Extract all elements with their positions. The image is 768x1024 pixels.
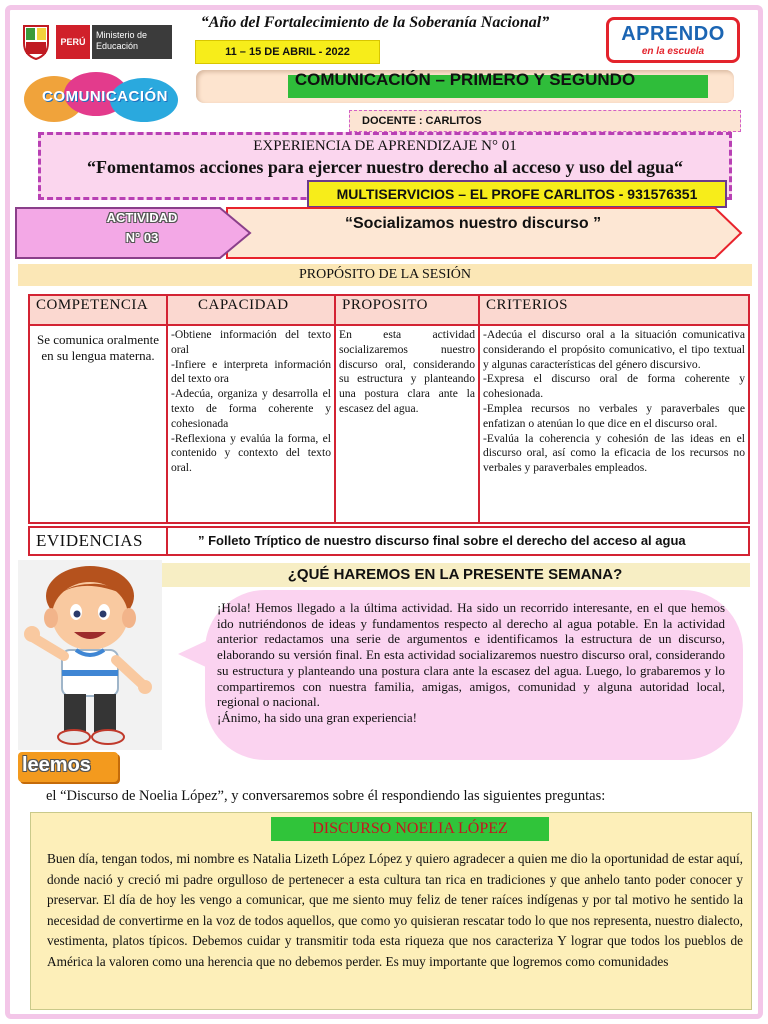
activity-title: “Socializamos nuestro discurso ” xyxy=(345,215,602,232)
boy-illustration xyxy=(18,560,162,750)
capacidad-item: -Reflexiona y evalúa la forma, el contenido y contexto del texto oral. xyxy=(171,431,331,475)
aprendo-title: APRENDO xyxy=(621,23,725,45)
course-title-bar xyxy=(196,70,734,103)
table-header-row xyxy=(29,295,749,325)
discurso-title: DISCURSO NOELIA LÓPEZ xyxy=(271,817,549,841)
criterio-item: -Adecúa el discurso oral a la situación comunicativa considerando el propósito comunicativo, el tipo textual y algunas características del género discursivo. xyxy=(483,328,745,371)
leemos-label: leemos xyxy=(22,754,91,776)
proposito-cell: En esta actividad socializaremos nuestro discurso oral, considerando su estructura y planteando una postura clara ante la escasez del agua. xyxy=(335,325,479,523)
speech-bubble-tail xyxy=(178,640,208,668)
capacidad-item: -Adecúa, organiza y desarrolla el texto de forma coherente y cohesionada xyxy=(171,387,331,430)
ministry-label: Ministerio de Educación xyxy=(92,25,172,59)
experience-quote: “Fomentamos acciones para ejercer nuestro derecho al acceso y uso del agua“ xyxy=(86,157,684,177)
aprendo-logo xyxy=(606,17,740,63)
column-header: COMPETENCIA xyxy=(29,295,167,325)
activity-title-arrow xyxy=(225,206,745,260)
speech-bubble xyxy=(205,590,743,760)
activity-label: ACTIVIDAD xyxy=(106,210,178,225)
evidencias-text: ” Folleto Tríptico de nuestro discurso final sobre el derecho del acceso al agua xyxy=(198,533,686,548)
evidencias-row xyxy=(28,526,750,556)
reading-intro: el “Discurso de Noelia López”, y conversaremos sobre él respondiendo las siguientes preguntas: xyxy=(46,788,606,804)
week-heading: ¿QUÉ HAREMOS EN LA PRESENTE SEMANA? xyxy=(160,563,750,587)
column-header: CAPACIDAD xyxy=(167,295,335,325)
leemos-badge xyxy=(18,752,118,782)
competencies-table xyxy=(28,294,750,524)
multiservicios-banner: MULTISERVICIOS – EL PROFE CARLITOS - 931576351 xyxy=(307,180,727,208)
table-row xyxy=(29,325,749,523)
experience-title: EXPERIENCIA DE APRENDIZAJE N° 01 xyxy=(253,138,517,154)
aprendo-subtitle: en la escuela xyxy=(641,46,705,57)
peru-minedu-logo xyxy=(18,18,175,66)
discurso-box xyxy=(30,812,752,1010)
course-title: COMUNICACIÓN – PRIMERO Y SEGUNDO xyxy=(294,70,636,89)
competencia-cell: Se comunica oralmente en su lengua materna. xyxy=(29,325,167,523)
speech-text xyxy=(217,600,725,726)
speech-closing: ¡Ánimo, ha sido una gran experiencia! xyxy=(217,709,417,725)
criterio-item: -Evalúa la coherencia y cohesión de las ideas en el discurso oral, así como la eficacia de los recursos no verbales y paraverbales empleados. xyxy=(483,431,745,475)
evidencias-label: EVIDENCIAS xyxy=(30,528,168,554)
activity-number xyxy=(84,208,200,248)
teacher-label: DOCENTE : CARLITOS xyxy=(349,110,741,132)
criterio-item: -Expresa el discurso oral de forma coherente y cohesionada. xyxy=(483,372,745,401)
discurso-text: Buen día, tengan todos, mi nombre es Natalia Lizeth López López y quiero agradecer a quien me dio la oportunidad de estar aquí, donde nació y creció mi padre orgulloso de pertenecer a esta cultura tan rica en tradiciones y que anhelo tanto poder conocer y preservar. El día de hoy les vengo a comunicar, que me siento muy feliz de tener raíces indígenas y por tal motivo he sentido la necesidad de convertirme en la voz de todos aquellos, que como yo quisieran rescatar todo lo que nos representa, nuestro dialecto, vestimenta, platos típicos. Debemos cuidar y transmitir toda esta riqueza que nos caracteriza Y lograr que todos los pueblos de América la valoren como una herencia que no debemos perder. Es muy importante que logremos como comunidades xyxy=(47,851,743,969)
capacidad-cell xyxy=(167,325,335,523)
proposito-header: PROPÓSITO DE LA SESIÓN xyxy=(18,264,752,286)
peru-shield-icon xyxy=(18,20,54,64)
date-range: 11 – 15 DE ABRIL - 2022 xyxy=(195,40,380,64)
comunicacion-logo-text: COMUNICACIÓN xyxy=(42,88,168,105)
speech-paragraph: ¡Hola! Hemos llegado a la última actividad. Ha sido un recorrido interesante, en el que hemos ido nutriéndonos de ideas y fundamentos respecto al derecho al agua potable. En la actividad anterior redactamos una serie de argumentos e identificamos la estructura de un discurso, elaborando su versión final. En esta actividad socializaremos nuestro discurso oral, considerando su estructura y planteando una postura clara ante la escasez del agua. Luego, lo grabaremos y lo compartiremos con nuestra familia, amigas, amigos, comunidad y alguna autoridad local, regional o nacional. xyxy=(217,600,725,710)
peru-label: PERÚ xyxy=(56,25,90,59)
activity-number-value: N° 03 xyxy=(125,230,159,245)
criterio-item: -Emplea recursos no verbales y paraverbales que enfatizan o atenúan lo que dice en el discurso oral. xyxy=(483,401,745,430)
year-title: “Año del Fortalecimiento de la Soberanía Nacional” xyxy=(200,14,550,31)
comunicacion-logo xyxy=(20,72,186,126)
capacidad-item: -Infiere e interpreta información del texto ora xyxy=(171,357,331,386)
column-header: PROPOSITO xyxy=(335,295,479,325)
column-header: CRITERIOS xyxy=(479,295,749,325)
criterios-cell xyxy=(479,325,749,523)
capacidad-item: -Obtiene información del texto oral xyxy=(171,328,331,356)
activity-number-arrow xyxy=(14,206,254,260)
